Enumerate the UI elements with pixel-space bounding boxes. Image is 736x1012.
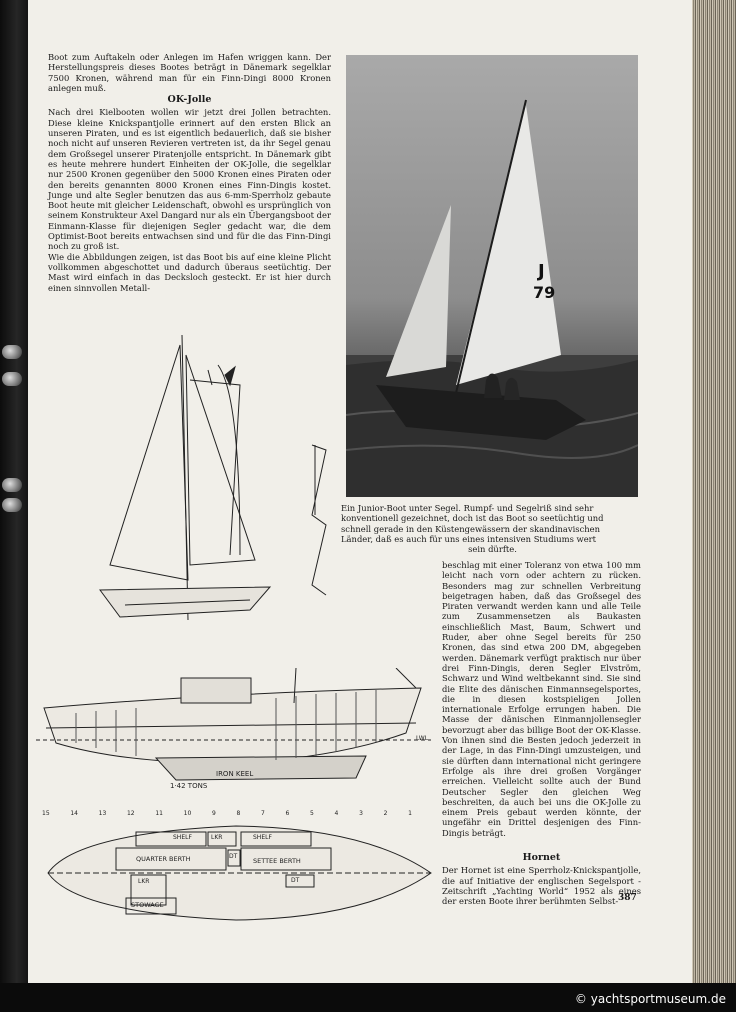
binding-ring — [2, 345, 22, 359]
station-number: 5 — [310, 810, 314, 817]
binding-ring — [2, 498, 22, 512]
photo-caption — [341, 503, 644, 554]
sail-plan-drawing — [90, 325, 330, 645]
binding-ring — [2, 372, 22, 386]
tons-label: 1·42 TONS — [170, 782, 208, 790]
magazine-page — [28, 0, 692, 983]
station-number: 9 — [211, 810, 216, 817]
lwl-label: LWL — [416, 735, 429, 742]
station-number: 6 — [285, 810, 290, 817]
caption-line: Länder, daß es auch für uns eines intensiven Studiums wert — [341, 533, 597, 544]
binding-ring — [2, 478, 22, 492]
body-paragraph: Der Hornet ist eine Sperrholz-Knickspantjolle, die auf Initiative der englischen Segelsport - Zeitschrift „Yachting World“ 1952 als eines der ersten Boote ihrer berühmten Selbst- — [442, 865, 641, 907]
station-number: 4 — [334, 810, 339, 817]
station-number: 11 — [155, 810, 163, 817]
sail-letter: J — [538, 261, 545, 282]
section-heading-ok-jolle: OK-Jolle — [167, 94, 212, 106]
body-paragraph: beschlag mit einer Toleranz von etwa 100 mm leicht nach vorn oder achtern zu rücken. Besonders mag zur schnellen Verbreitung beigetragen haben, daß das Großsegel des Piraten verwandt werden kann und alle Teile zum Zusammensetzen als Baukasten einschließlich Mast, Baum, Schwert und Ruder, aber ohne Segel bereits für 250 Kronen, das sind etwa 200 DM, abgegeben werden. Dänemark verfügt praktisch nur über drei Finn-Dingis, deren Segler Elvström, Schwarz und Wind weltbekannt sind. Sie sind die Elite des dänischen Einmannsegelsportes, die in diesen kostspieligen Jollen internationale Erfolge errungen haben. Die Masse der dänischen Einmannjollensegler bevorzugt aber das billige Boot der OK-Klasse. Von ihnen sind die Besten jedoch jederzeit in der Lage, in das Finn-Dingi umzusteigen, und sie dürften dann international nicht geringere Erfolge als ihre drei großen Vorgänger erreichen. Vielleicht sollte auch der Bund Deutscher Segler den gleichen Weg beschreiten, da auch bei uns die OK-Jolle zu einem Preis gebaut werden könnte, der ungefähr ein Drittel desjenigen des Finn-Dingis beträgt. — [442, 560, 641, 838]
section-heading-hornet: Hornet — [522, 852, 561, 863]
intro-paragraph: Boot zum Auftakeln oder Anlegen im Hafen wriggen kann. Der Herstellungspreis dieses Bootes beträgt in Dänemark segelklar 7500 Kronen, während man für ein Finn-Dingi 8000 Kronen anlegen muß. — [48, 52, 331, 93]
station-number: 12 — [126, 810, 135, 817]
station-number: 13 — [98, 810, 107, 817]
caption-line: Ein Junior-Boot unter Segel. Rumpf- und Segelriß sind sehr — [341, 503, 594, 513]
dt-mid-label: DT — [229, 853, 238, 860]
left-text-column — [48, 52, 331, 293]
copyright-credit: © yachtsportmuseum.de — [574, 992, 726, 1006]
sailing-photo — [346, 55, 638, 497]
station-number: 15 — [42, 810, 50, 817]
body-paragraph: Wie die Abbildungen zeigen, ist das Boot bis auf eine kleine Plicht vollkommen abgeschottet und dadurch überaus seetüchtig. Der Mast wird einfach in das Decksloch gesteckt. Er ist hier durch einen sinnvollen Metall- — [48, 251, 331, 293]
sail-number: 79 — [533, 283, 556, 302]
station-number: 1 — [408, 810, 412, 817]
stowage-label: STOWAGE — [131, 901, 164, 909]
shelf-right-label: SHELF — [253, 834, 272, 841]
station-number: 7 — [261, 810, 265, 817]
page-edges — [692, 0, 736, 983]
page-number: 387 — [618, 893, 637, 903]
body-paragraph: Nach drei Kielbooten wollen wir jetzt drei Jollen betrachten. Diese kleine Knickspantjolle erinnert auf den ersten Blick an unseren Piraten, und es ist eigentlich bedauerlich, daß sie bisher noch nicht auf unseren Revieren vertreten ist, da ihr Segel genau dem Großsegel unserer Piratenjolle entspricht. In Dänemark gibt es heute mehrere hundert Einheiten der OK-Jolle, die segelklar nur 2500 Kronen gegenüber den 5000 Kronen eines Piraten oder den bereits genannten 8000 Kronen eines Finn-Dingis kostet. Junge und alte Segler benutzen das aus 6-mm-Sperrholz gebaute Boot heute mit gleicher Leidenschaft, obwohl es ursprünglich von seinem Konstrukteur Axel Dangard nur als ein Übergangsboot der Einmann-Klasse für diejenigen Segler gedacht war, die dem Optimist-Boot bereits entwachsen sind und für die das Finn-Dingi noch zu groß ist. — [48, 107, 331, 252]
caption-line: konventionell gezeichnet, doch ist das Boot so seetüchtig und — [341, 513, 604, 524]
station-number: 3 — [359, 810, 363, 817]
dt-bottom-label: DT — [291, 877, 300, 884]
book-spine — [0, 0, 28, 1012]
caption-line: sein dürfte. — [468, 544, 517, 555]
footer-bar — [0, 983, 736, 1012]
caption-line: schnell gerade in den Küstengewässern der skandinavischen — [341, 523, 601, 534]
quarter-berth-label: QUARTER BERTH — [136, 855, 191, 863]
station-number: 2 — [383, 810, 388, 817]
shelf-left-label: SHELF — [173, 834, 192, 841]
locker-bottom-label: LKR — [138, 878, 150, 885]
station-number: 14 — [70, 810, 78, 817]
right-text-column — [345, 560, 641, 855]
station-number: 10 — [183, 810, 192, 817]
settee-berth-label: SETTEE BERTH — [253, 857, 301, 865]
locker-top-label: LKR — [211, 834, 223, 841]
hornet-section — [442, 851, 641, 906]
iron-keel-label: IRON KEEL — [216, 770, 254, 778]
station-number: 8 — [236, 810, 241, 817]
sailboat-photo-illustration — [346, 55, 638, 497]
wrap-spacer — [345, 655, 442, 855]
